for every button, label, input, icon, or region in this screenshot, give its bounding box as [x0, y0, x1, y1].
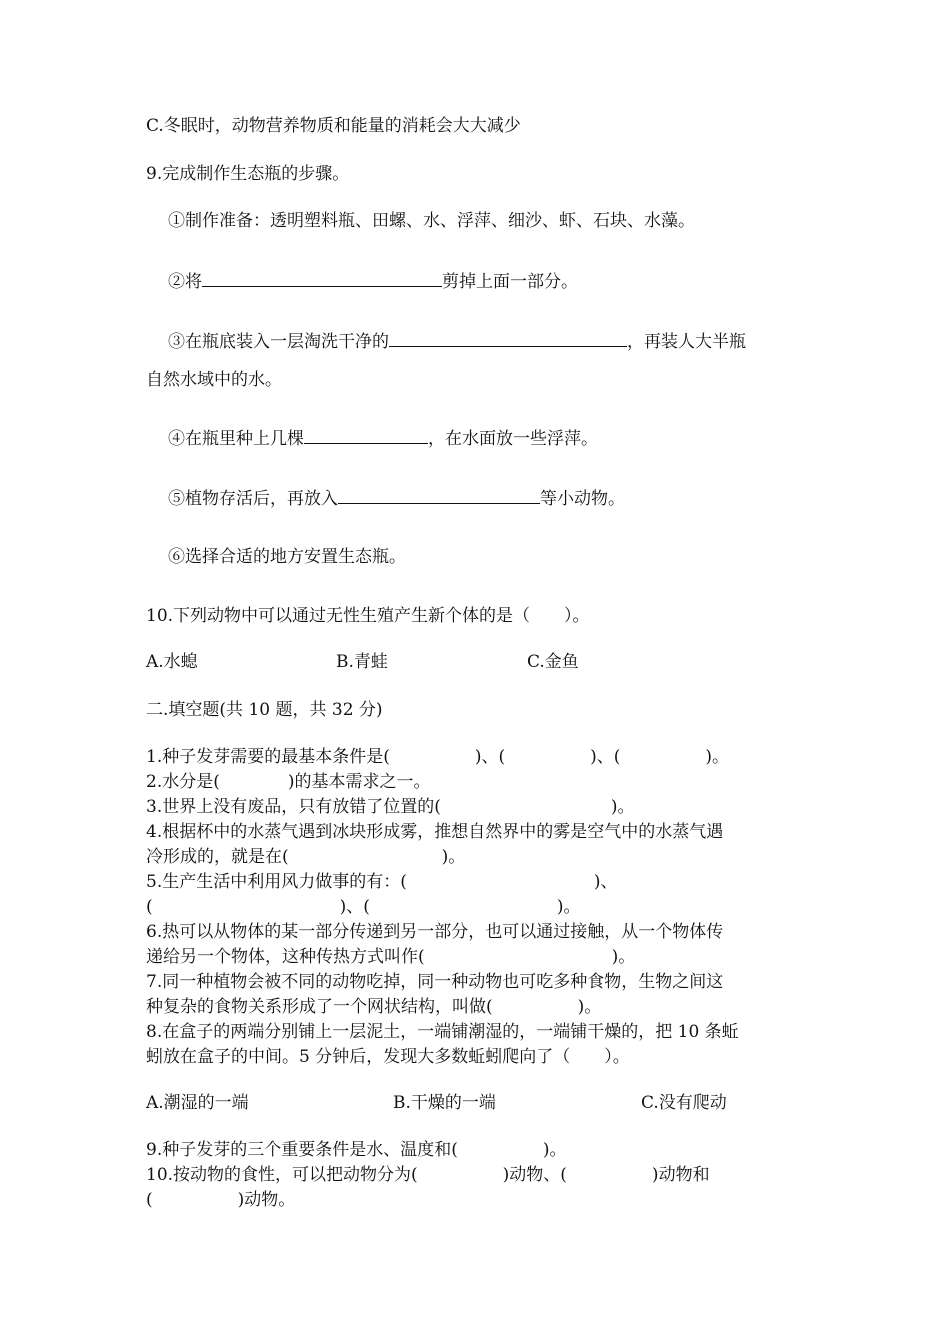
fill-q4-line2: 冷形成的，就是在( )。 — [146, 847, 466, 867]
fill-q8-line2: 蚓放在盒子的中间。5 分钟后，发现大多数蚯蚓爬向了（ ）。 — [146, 1047, 630, 1067]
step-2-suffix: 剪掉上面一部分。 — [442, 272, 578, 292]
q10-option-b[interactable]: B.青蛙 — [336, 652, 388, 672]
fill-q6-line1: 6.热可以从物体的某一部分传递到另一部分，也可以通过接触，从一个物体传 — [146, 922, 724, 942]
step-2-prefix: ②将 — [168, 272, 202, 292]
section-2-heading: 二.填空题(共 10 题，共 32 分) — [146, 700, 383, 720]
q8-option-c[interactable]: C.没有爬动 — [641, 1093, 727, 1113]
q10-option-c[interactable]: C.金鱼 — [527, 652, 579, 672]
step-6: ⑥选择合适的地方安置生态瓶。 — [168, 547, 406, 567]
step-5 — [168, 485, 625, 511]
fill-q9: 9.种子发芽的三个重要条件是水、温度和( )。 — [146, 1140, 567, 1160]
fill-q1: 1.种子发芽需要的最基本条件是( )、( )、( )。 — [146, 747, 730, 767]
step-3-prefix: ③在瓶底装入一层淘洗干净的 — [168, 332, 389, 352]
fill-q5-line2: ( )、( )。 — [146, 897, 581, 917]
fill-q4-line1: 4.根据杯中的水蒸气遇到冰块形成雾，推想自然界中的雾是空气中的水蒸气遇 — [146, 822, 724, 842]
q8-option-a[interactable]: A.潮湿的一端 — [146, 1093, 249, 1113]
q8-option-b[interactable]: B.干燥的一端 — [393, 1093, 496, 1113]
step-3 — [168, 328, 746, 354]
q10-option-a[interactable]: A.水螅 — [146, 652, 198, 672]
fill-q10-line2: ( )动物。 — [146, 1190, 296, 1210]
step-1: ①制作准备：透明塑料瓶、田螺、水、浮萍、细沙、虾、石块、水藻。 — [168, 211, 695, 231]
step-3-continued: 自然水域中的水。 — [146, 370, 282, 390]
fill-q3: 3.世界上没有废品，只有放错了位置的( )。 — [146, 797, 635, 817]
blank-step-4[interactable] — [304, 425, 428, 444]
step-3-suffix: ，再装人大半瓶 — [627, 332, 746, 352]
blank-step-2[interactable] — [202, 268, 442, 287]
blank-step-3[interactable] — [389, 328, 627, 347]
fill-q7-line2: 种复杂的食物关系形成了一个网状结构，叫做( )。 — [146, 997, 602, 1017]
fill-q6-line2: 递给另一个物体，这种传热方式叫作( )。 — [146, 947, 636, 967]
fill-q7-line1: 7.同一种植物会被不同的动物吃掉，同一种动物也可吃多种食物，生物之间这 — [146, 972, 724, 992]
fill-q8-line1: 8.在盒子的两端分别铺上一层泥土，一端铺潮湿的，一端铺干燥的，把 10 条蚯 — [146, 1022, 739, 1042]
step-2 — [168, 268, 578, 294]
step-4 — [168, 425, 598, 451]
step-5-suffix: 等小动物。 — [540, 489, 625, 509]
fill-q10-line1: 10.按动物的食性，可以把动物分为( )动物、( )动物和 — [146, 1165, 710, 1185]
question-10-title: 10.下列动物中可以通过无性生殖产生新个体的是（ ）。 — [146, 606, 590, 626]
question-9-title: 9.完成制作生态瓶的步骤。 — [146, 164, 350, 184]
fill-q5-line1: 5.生产生活中利用风力做事的有：( )、 — [146, 872, 618, 892]
step-4-prefix: ④在瓶里种上几棵 — [168, 429, 304, 449]
fill-q2: 2.水分是( )的基本需求之一。 — [146, 772, 431, 792]
step-4-suffix: ，在水面放一些浮萍。 — [428, 429, 598, 449]
blank-step-5[interactable] — [338, 485, 540, 504]
step-5-prefix: ⑤植物存活后，再放入 — [168, 489, 338, 509]
option-c-hibernation: C.冬眠时，动物营养物质和能量的消耗会大大减少 — [146, 116, 521, 136]
